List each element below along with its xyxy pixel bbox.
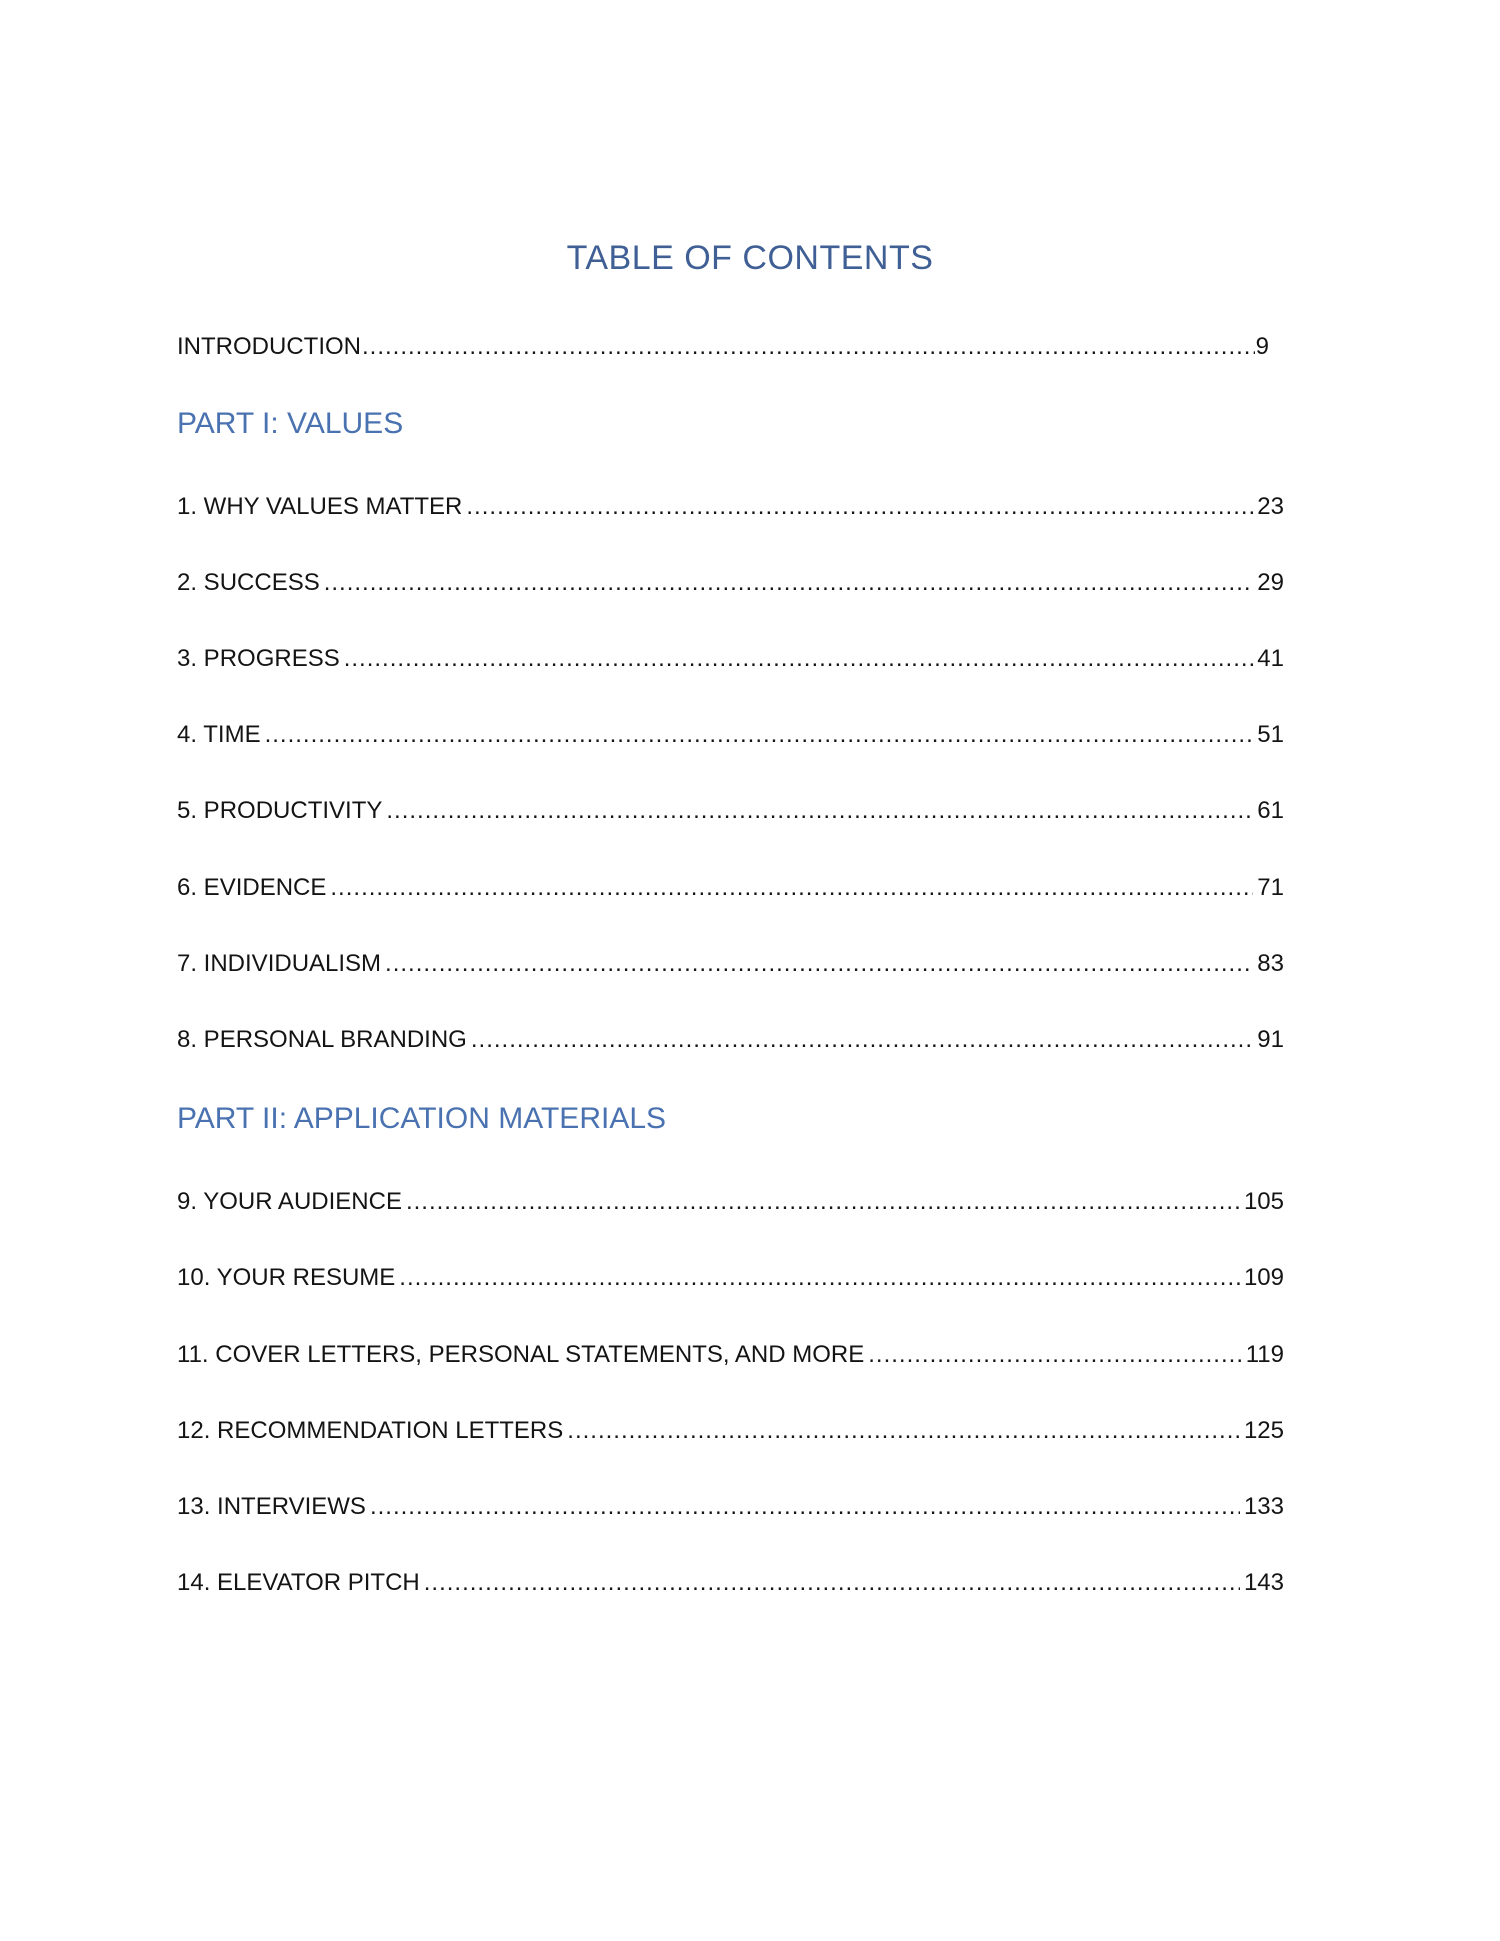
toc-entry-page-number: 143 [1243, 1569, 1284, 1596]
toc-entry[interactable] [177, 947, 1284, 981]
toc-entry-label: 14. ELEVATOR PITCH [177, 1569, 420, 1596]
toc-entry-label: 8. PERSONAL BRANDING [177, 1026, 467, 1053]
toc-entry-page-number: 9 [1255, 333, 1269, 360]
toc-entry-label: 9. YOUR AUDIENCE [177, 1188, 402, 1215]
toc-entry-page-number: 125 [1243, 1417, 1284, 1444]
toc-entry[interactable] [177, 1566, 1284, 1600]
dot-leader [344, 642, 1254, 676]
toc-entry[interactable] [177, 1490, 1284, 1524]
toc-entry-label: 3. PROGRESS [177, 645, 340, 672]
toc-entry-introduction[interactable] [177, 330, 1269, 364]
part-heading-values: PART I: VALUES [177, 407, 404, 440]
dot-leader [406, 1185, 1240, 1219]
toc-entry-label: 4. TIME [177, 721, 261, 748]
dot-leader [362, 330, 1255, 364]
toc-entry-label: 1. WHY VALUES MATTER [177, 493, 463, 520]
toc-entry-page-number: 23 [1257, 493, 1284, 520]
toc-entry-page-number: 109 [1243, 1264, 1284, 1291]
toc-entry[interactable] [177, 1338, 1284, 1372]
dot-leader [424, 1566, 1240, 1600]
toc-entry[interactable] [177, 1023, 1284, 1057]
toc-entry-page-number: 91 [1257, 1026, 1284, 1053]
toc-entry-page-number: 105 [1243, 1188, 1284, 1215]
toc-entry-page-number: 119 [1245, 1341, 1284, 1368]
toc-entry-label: 7. INDIVIDUALISM [177, 950, 382, 977]
dot-leader [265, 718, 1254, 752]
dot-leader [567, 1414, 1240, 1448]
toc-entry[interactable] [177, 1414, 1284, 1448]
toc-entry-page-number: 41 [1257, 645, 1284, 672]
toc-entry[interactable] [177, 566, 1284, 600]
dot-leader [386, 794, 1253, 828]
toc-entry-page-number: 71 [1257, 874, 1284, 901]
page-title: TABLE OF CONTENTS [566, 239, 934, 277]
toc-entry-label: INTRODUCTION [177, 333, 361, 360]
part-heading-application-materials: PART II: APPLICATION MATERIALS [177, 1102, 667, 1135]
toc-entry-label: 10. YOUR RESUME [177, 1264, 396, 1291]
dot-leader [399, 1261, 1240, 1295]
toc-entry-label: 12. RECOMMENDATION LETTERS [177, 1417, 564, 1444]
dot-leader [868, 1338, 1241, 1372]
toc-entry-page-number: 61 [1257, 797, 1284, 824]
toc-entry-page-number: 83 [1257, 950, 1284, 977]
toc-entry-label: 6. EVIDENCE [177, 874, 327, 901]
dot-leader [370, 1490, 1240, 1524]
dot-leader [330, 871, 1253, 905]
toc-entry[interactable] [177, 1185, 1284, 1219]
toc-entry[interactable] [177, 718, 1284, 752]
toc-entry-label: 5. PRODUCTIVITY [177, 797, 383, 824]
toc-entry-page-number: 29 [1257, 569, 1284, 596]
toc-entry-label: 11. COVER LETTERS, PERSONAL STATEMENTS, AND MORE [177, 1341, 865, 1368]
toc-entry[interactable] [177, 1261, 1284, 1295]
toc-entry-page-number: 51 [1257, 721, 1284, 748]
dot-leader [471, 1023, 1253, 1057]
toc-entry-label: 13. INTERVIEWS [177, 1493, 366, 1520]
toc-entry[interactable] [177, 794, 1284, 828]
dot-leader [385, 947, 1253, 981]
toc-entry[interactable] [177, 871, 1284, 905]
dot-leader [466, 490, 1253, 524]
toc-entry-page-number: 133 [1243, 1493, 1284, 1520]
dot-leader [324, 566, 1254, 600]
toc-entry[interactable] [177, 490, 1284, 524]
toc-entry-label: 2. SUCCESS [177, 569, 320, 596]
toc-entry[interactable] [177, 642, 1284, 676]
